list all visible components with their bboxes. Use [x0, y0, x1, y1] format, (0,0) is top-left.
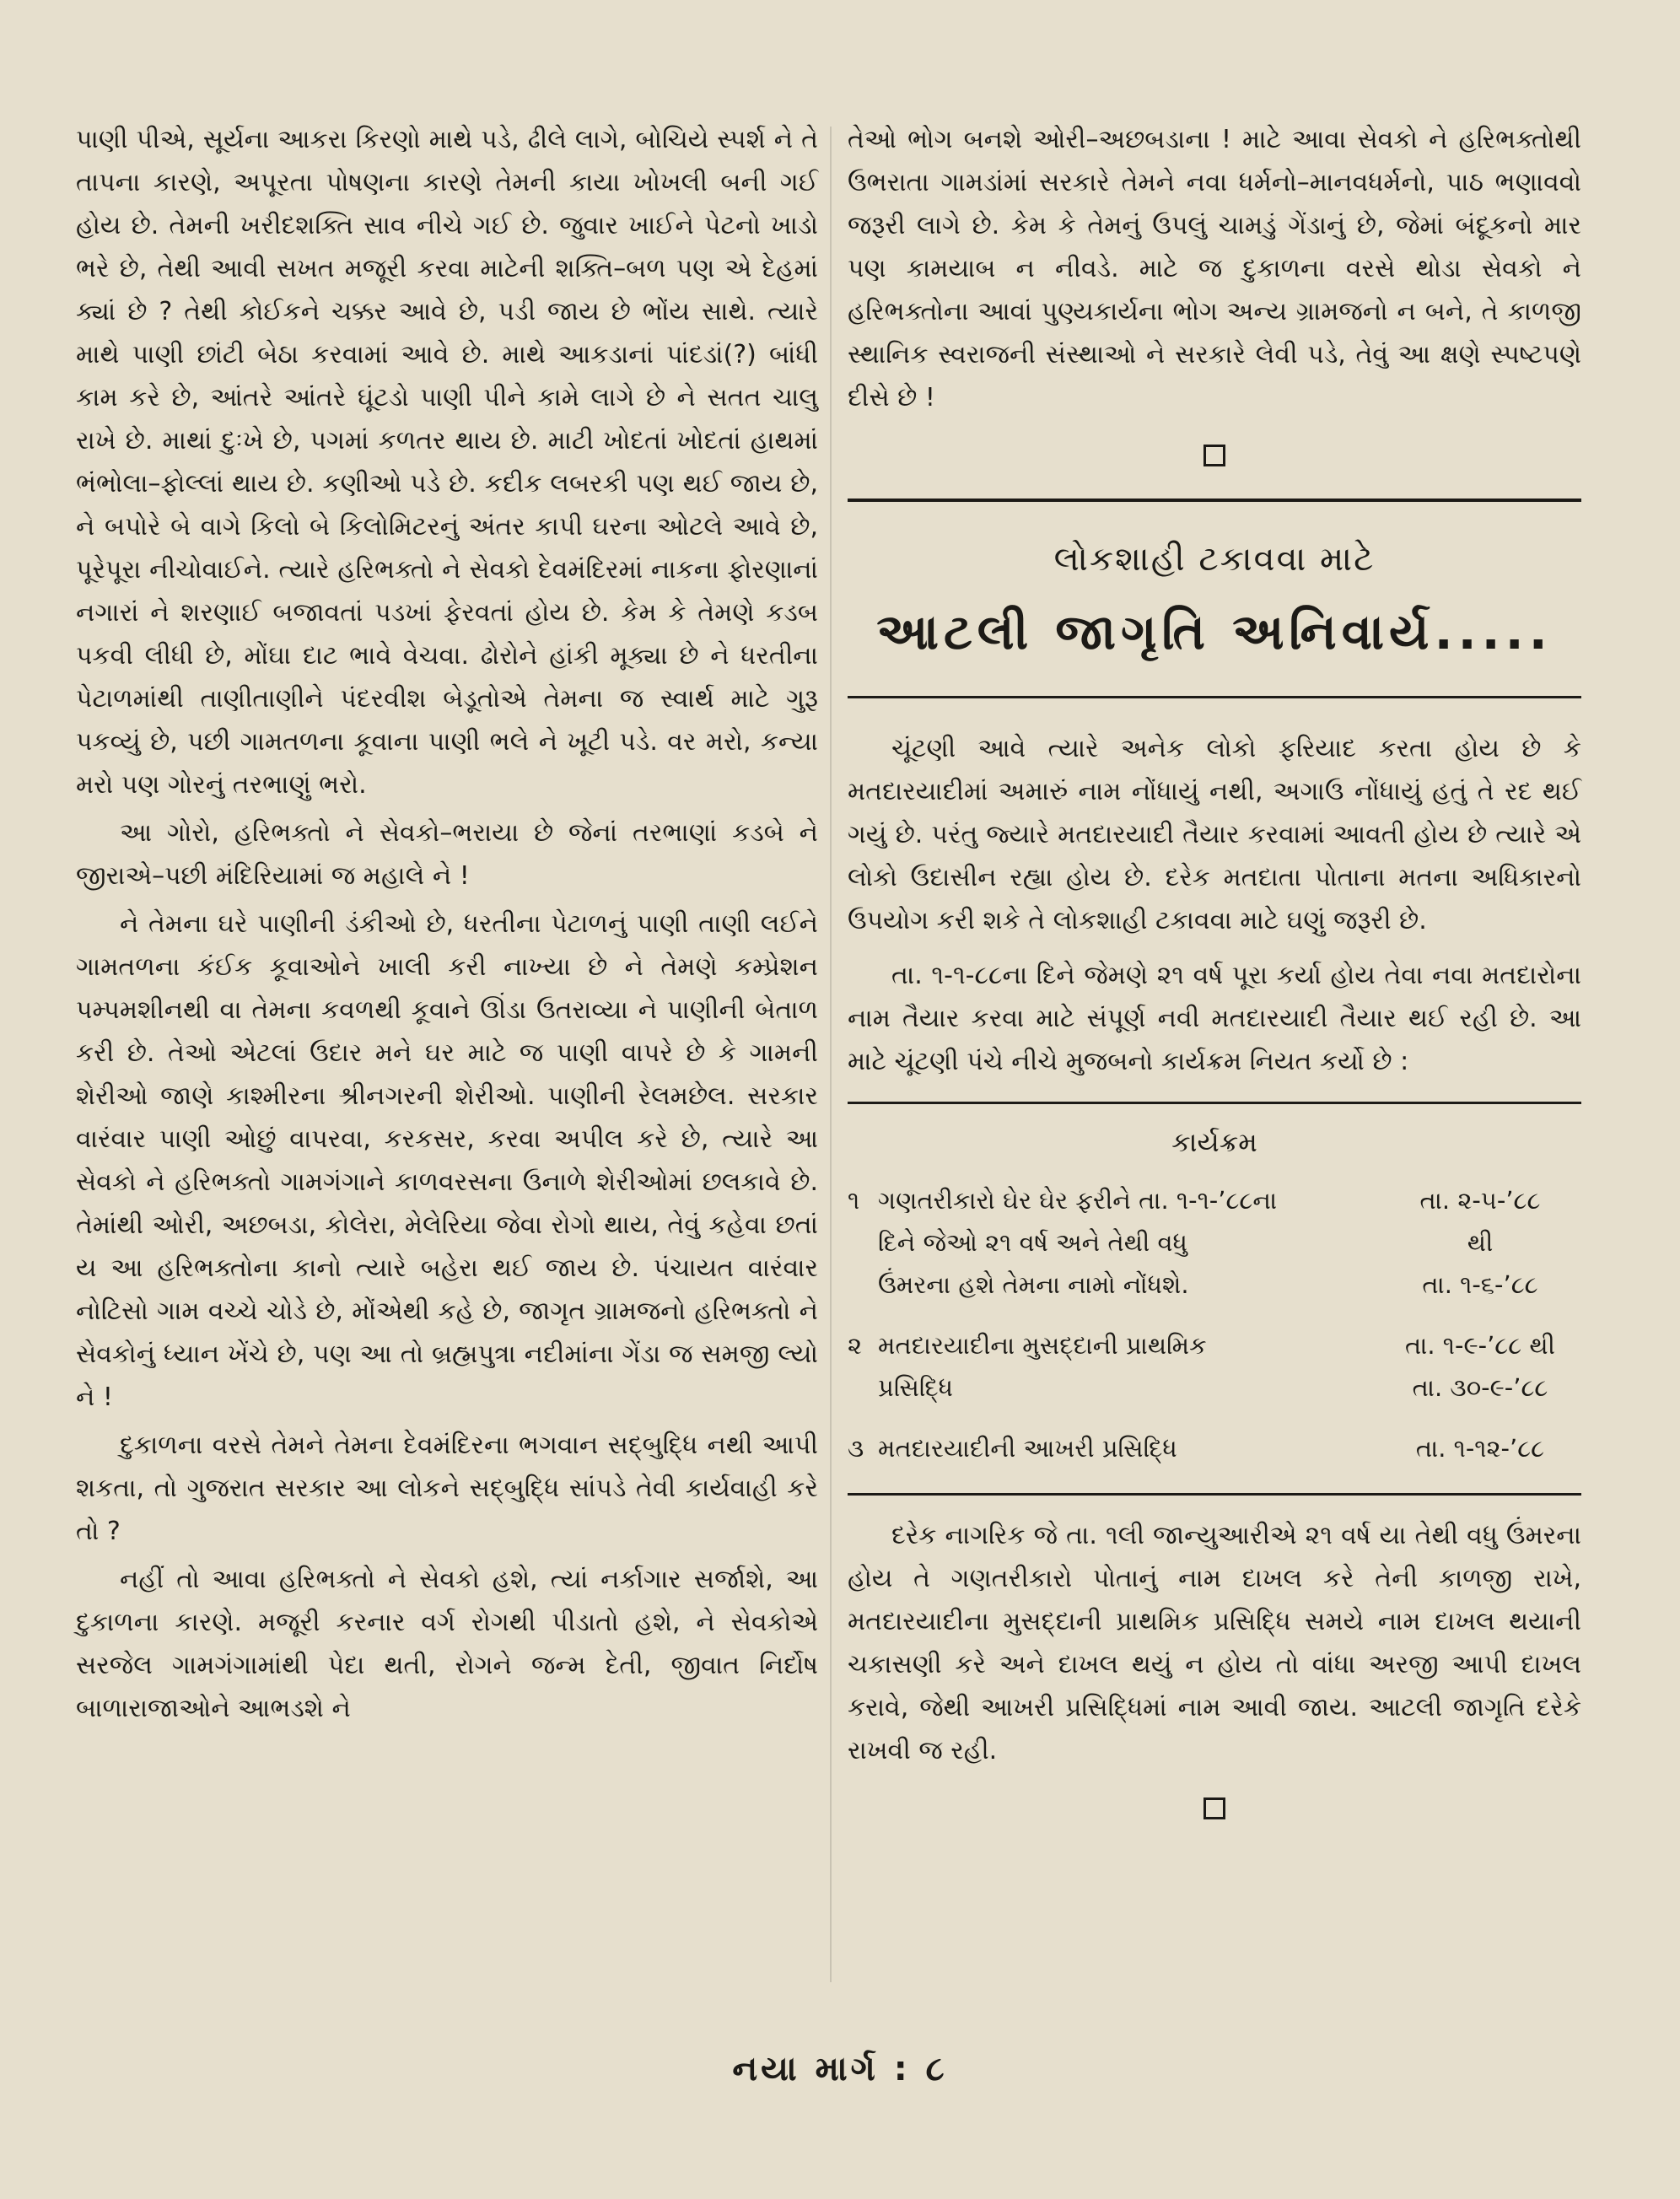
- programme-text: ઉંમરના હશે તેમના નામો નોંધશે.: [878, 1270, 1189, 1299]
- programme-date: થી: [1467, 1228, 1494, 1257]
- programme-number: ૨: [848, 1331, 863, 1360]
- programme-text: દિને જેઓ ૨૧ વર્ષ અને તેથી વધુ: [878, 1228, 1187, 1257]
- programme-number: ૩: [848, 1434, 864, 1463]
- programme-text: ગણતરીકારો ઘેર ઘેર ફરીને તા. ૧-૧-’૮૮ના: [878, 1186, 1278, 1215]
- programme-text: પ્રસિદ્ધિ: [878, 1373, 954, 1402]
- article-paragraph: નહીં તો આવા હરિભક્તો ને સેવકો હશે, ત્યાં નર્કાગાર સર્જાશે, આ દુકાળના કારણે. મજૂરી કરનાર વર્ગ રોગથી પીડાતો હશે, ને સેવકોએ સરજેલ ગામગંગામાંથી પેદા થતી, રોગને જન્મ દેતી, જીવાત નિર્દોષ બાળારાજાઓને આભડશે ને: [76, 1565, 818, 1723]
- article-paragraph: ને તેમના ઘરે પાણીની ડંકીઓ છે, ધરતીના પેટાળનું પાણી તાણી લઈને ગામતળના કંઈક કૂવાઓને ખાલી કરી નાખ્યા છે ને તેમણે કમ્પ્રેશન પમ્પમશીનથી વા તેમના કવળથી કૂવાને ઊંડા ઉતરાવ્યા ને પાણીની બેતાળ કરી છે. તેઓ એટલાં ઉદાર મને ઘર માટે જ પાણી વાપરે છે કે ગામની શેરીઓ જાણે કાશ્મીરના શ્રીનગરની શેરીઓ. પાણીની રેલમછેલ. સરકાર વારંવાર પાણી ઓછું વાપરવા, કરકસર, કરવા અપીલ કરે છે, ત્યારે આ સેવકો ને હરિભક્તો ગામગંગાને કાળવરસના ઉનાળે શેરીઓમાં છલકાવે છે. તેમાંથી ઓરી, અછબડા, કોલેરા, મેલેરિયા જેવા રોગો થાય, તેવું કહેવા છતાં ય આ હરિભક્તોના કાનો ત્યારે બહેરા થઈ જાય છે. પંચાયત વારંવાર નોટિસો ગામ વચ્ચે ચોડે છે, મોંએથી કહે છે, જાગૃત ગ્રામજનો હરિભક્તો ને સેવકોનું ધ્યાન ખેંચે છે, પણ આ તો બ્રહ્મપુત્રા નદીમાંના ગેંડા જ સમજી લ્યો ને !: [76, 909, 818, 1412]
- programme-table: [848, 1179, 1581, 1469]
- headline-rule-bottom: [848, 696, 1581, 698]
- intro-paragraph: તા. ૧-૧-૮૮ના દિને જેમણે ૨૧ વર્ષ પૂરા કર્યા હોય તેવા નવા મતદારોના નામ તૈયાર કરવા માટે સંપૂર્ણ નવી મતદારયાદી તૈયાર થઈ રહી છે. આ માટે ચૂંટણી પંચે નીચે મુજબનો કાર્યક્રમ નિયત કર્યો છે :: [848, 961, 1581, 1076]
- programme-title: કાર્યક્રમ: [1171, 1126, 1257, 1158]
- intro-paragraph: ચૂંટણી આવે ત્યારે અનેક લોકો ફરિયાદ કરતા હોય છે કે મતદારયાદીમાં અમારું નામ નોંધાયું નથી, અગાઉ નોંધાયું હતું તે રદ થઈ ગયું છે. પરંતુ જ્યારે મતદારયાદી તૈયાર કરવામાં આવતી હોય છે ત્યારે એ લોકો ઉદાસીન રહ્યા હોય છે. દરેક મતદાતા પોતાના મતના અધિકારનો ઉપયોગ કરી શકે તે લોકશાહી ટકાવવા માટે ઘણું જરૂરી છે.: [848, 734, 1581, 935]
- programme-date: તા. ૨-૫-’૮૮: [1419, 1186, 1541, 1215]
- programme-row: [848, 1427, 1581, 1469]
- headline-kicker: લોકશાહી ટકાવવા માટે: [1053, 540, 1376, 579]
- programme-text: મતદારયાદીના મુસદ્દાની પ્રાથમિક: [878, 1331, 1207, 1360]
- programme-date: તા. ૧-૬-’૮૮: [1422, 1270, 1538, 1299]
- programme-row: [848, 1264, 1581, 1306]
- programme-date: તા. ૧-૯-’૮૮ થી: [1405, 1331, 1555, 1360]
- page-footer: નયા માર્ગ : ૮: [732, 2050, 948, 2089]
- section-end-box-icon: [1203, 1797, 1225, 1819]
- article-continuation: તેઓ ભોગ બનશે ઓરી–અછબડાના ! માટે આવા સેવકો ને હરિભક્તોથી ઉભરાતા ગામડાંમાં સરકારે તેમને નવા ધર્મનો–માનવધર્મનો, પાઠ ભણાવવો જરૂરી લાગે છે. કેમ કે તેમનું ઉપલું ચામડું ગેંડાનું છે, જેમાં બંદૂકનો માર પણ કામયાબ ન નીવડે. માટે જ દુકાળના વરસે થોડા સેવકો ને હરિભક્તોના આવાં પુણ્યકાર્યના ભોગ અન્ય ગ્રામજનો ન બને, તે કાળજી સ્થાનિક સ્વરાજની સંસ્થાઓ ને સરકારે લેવી પડે, તેવું આ ક્ષણે સ્પષ્ટપણે દીસે છે !: [848, 125, 1581, 412]
- column-divider: [830, 127, 832, 1982]
- programme-date: તા. ૧-૧૨-’૮૮: [1415, 1434, 1545, 1463]
- programme-row: [848, 1324, 1581, 1366]
- programme-row: [848, 1179, 1581, 1221]
- left-column: [76, 118, 818, 1735]
- section-end-box-icon: [1203, 445, 1225, 466]
- article-paragraph: પાણી પીએ, સૂર્યના આકરા કિરણો માથે પડે, ઢીલે લાગે, બોચિયે સ્પર્શ ને તે તાપના કારણે, અપૂરતા પોષણના કારણે તેમની કાયા ખોખલી બની ગઈ હોય છે. તેમની ખરીદશક્તિ સાવ નીચે ગઈ છે. જુવાર ખાઈને પેટનો ખાડો ભરે છે, તેથી આવી સખત મજૂરી કરવા માટેની શક્તિ–બળ પણ એ દેહમાં ક્યાં છે ? તેથી કોઈકને ચક્કર આવે છે, પડી જાય છે ભોંય સાથે. ત્યારે માથે પાણી છાંટી બેઠા કરવામાં આવે છે. માથે આકડાનાં પાંદડાં(?) બાંધી કામ કરે છે, આંતરે આંતરે ઘૂંટડો પાણી પીને કામે લાગે છે ને સતત ચાલુ રાખે છે. માથાં દુઃખે છે, પગમાં કળતર થાય છે. માટી ખોદતાં ખોદતાં હાથમાં ભંભોલા–ફોલ્લાં થાય છે. કણીઓ પડે છે. કદીક લબરકી પણ થઈ જાય છે, ને બપોરે બે વાગે કિલો બે કિલોમિટરનું અંતર કાપી ઘરના ઓટલે આવે છે, પૂરેપૂરા નીચોવાઈને. ત્યારે હરિભક્તો ને સેવકો દેવમંદિરમાં નાકના ફોરણાનાં નગારાં ને શરણાઈ બજાવતાં પડખાં ફેરવતાં હોય છે. કેમ કે તેમણે કડબ પકવી લીધી છે, મોંઘા દાટ ભાવે વેચવા. ઢોરોને હાંકી મૂક્યા છે ને ધરતીના પેટાળમાંથી તાણીતાણીને પંદરવીશ બેડૂતોએ તેમના જ સ્વાર્થ માટે ગુરૂ પકવ્યું છે, પછી ગામતળના કૂવાના પાણી ભલે ને ખૂટી પડે. વર મરો, કન્યા મરો પણ ગોરનું તરભાણું ભરો.: [76, 125, 818, 800]
- programme-row: [848, 1366, 1581, 1409]
- programme-row: [848, 1221, 1581, 1264]
- closing-paragraph: દરેક નાગરિક જે તા. ૧લી જાન્યુઆરીએ ૨૧ વર્ષ યા તેથી વધુ ઉંમરના હોય તે ગણતરીકારો પોતાનું નામ દાખલ કરે તેની કાળજી રાખે, મતદારયાદીના મુસદ્દાની પ્રાથમિક પ્રસિદ્ધિ સમયે નામ દાખલ થયાની ચકાસણી કરે અને દાખલ થયું ન હોય તો વાંધા અરજી આપી દાખલ કરાવે, જેથી આખરી પ્રસિદ્ધિમાં નામ આવી જાય. આટલી જાગૃતિ દરેકે રાખવી જ રહી.: [848, 1521, 1581, 1765]
- programme-text: મતદારયાદીની આખરી પ્રસિદ્ધિ: [878, 1434, 1177, 1463]
- headline-title: આટલી જાગૃતિ અનિવાર્ય.....: [876, 603, 1553, 660]
- article-paragraph: આ ગોરો, હરિભક્તો ને સેવકો–ભરાયા છે જેનાં તરભાણાં કડબે ને જીરાએ–પછી મંદિરિયામાં જ મહાલે ને !: [76, 818, 818, 891]
- programme-number: ૧: [848, 1186, 860, 1215]
- programme-rule-top: [848, 1102, 1581, 1104]
- headline-rule-top: [848, 499, 1581, 502]
- right-column: [848, 118, 1581, 1845]
- programme-date: તા. ૩૦-૯-’૮૮: [1412, 1373, 1548, 1402]
- article-paragraph: દુકાળના વરસે તેમને તેમના દેવમંદિરના ભગવાન સદ્‌બુદ્ધિ નથી આપી શકતા, તો ગુજરાત સરકાર આ લોકને સદ્‌બુદ્ધિ સાંપડે તેવી કાર્યવાહી કરે તો ?: [76, 1431, 818, 1546]
- programme-rule-bottom: [848, 1493, 1581, 1496]
